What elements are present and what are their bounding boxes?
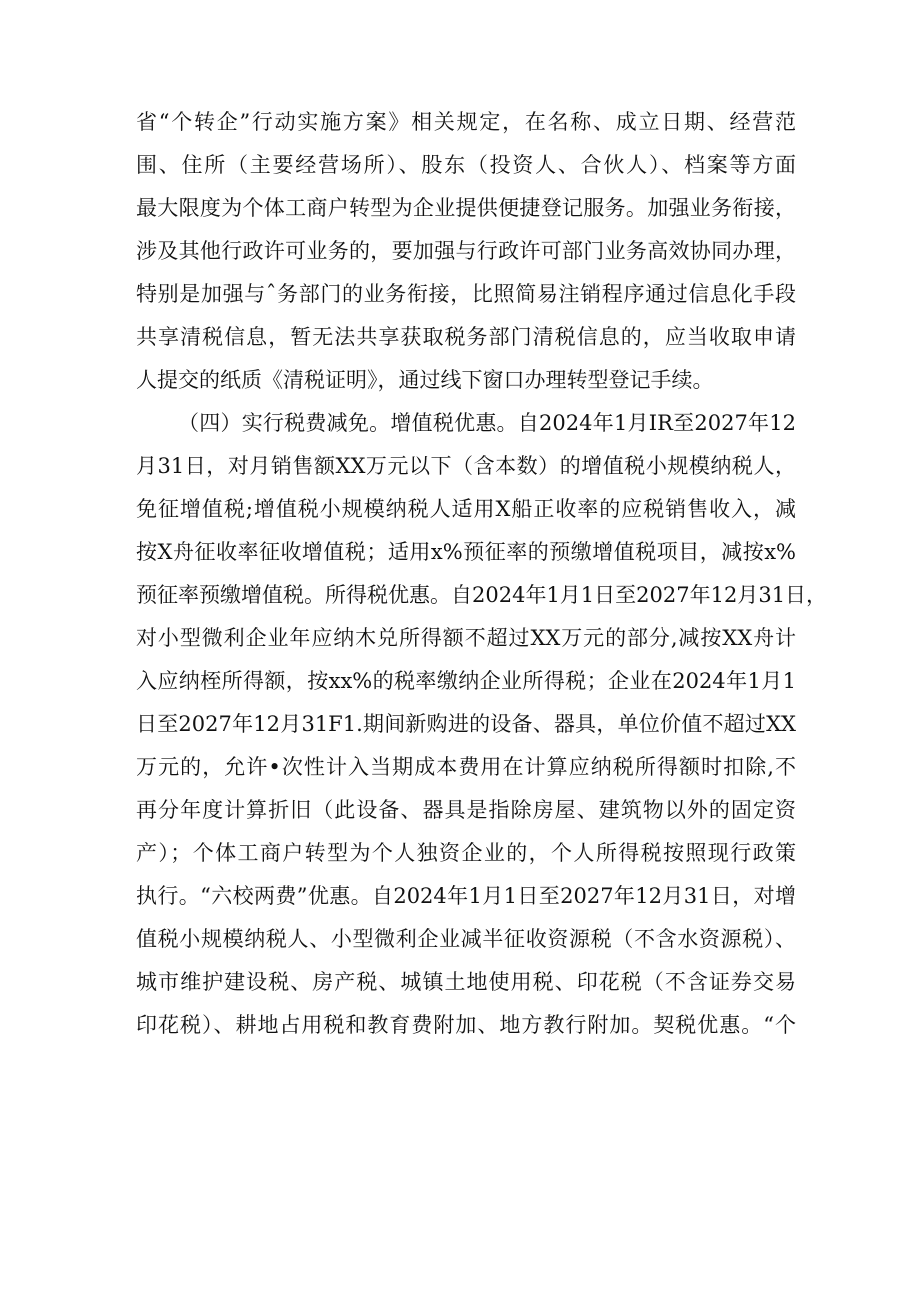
text-line: 预征率预缴增值税。所得税优惠。自2024年1月1日至2027年12月31日， (136, 583, 828, 607)
text-line: 省“个转企”行动实施方案》相关规定，在名称、成立日期、经营范 (136, 110, 796, 134)
section-heading-line: （四）实行税费减免。增值税优惠。自2024年1月IR至2027年12 (178, 411, 796, 435)
text-line: 执行。“六校两费”优惠。自2024年1月1日至2027年12月31日，对增 (136, 884, 796, 908)
text-line: 值税小规模纳税人、小型微利企业减半征收资源税（不含水资源税）、 (136, 927, 796, 951)
text-line: 最大限度为个体工商户转型为企业提供便捷登记服务。加强业务衔接， (136, 196, 796, 220)
text-line: 入应纳桎所得额，按xx%的税率缴纳企业所得税；企业在2024年1月1 (136, 669, 796, 693)
text-line: 月31日，对月销售额XX万元以下（含本数）的增值税小规模纳税人， (136, 454, 796, 478)
text-line: 产）；个体工商户转型为个人独资企业的，个人所得税按照现行政策 (136, 841, 796, 865)
text-line: 城市维护建设税、房产税、城镇土地使用税、印花税（不含证券交易 (136, 970, 796, 994)
text-line: 日至2027年12月31F1.期间新购进的设备、器具，单位价值不超过XX (136, 712, 796, 736)
text-line: 再分年度计算折旧（此设备、器具是指除房屋、建筑物以外的固定资 (136, 798, 796, 822)
text-line: 涉及其他行政许可业务的，要加强与行政许可部门业务高效协同办理， (136, 239, 796, 263)
text-line: 共享清税信息，暂无法共享获取税务部门清税信息的，应当收取申请 (136, 325, 796, 349)
text-line: 万元的，允许•次性计入当期成本费用在计算应纳税所得额时扣除,不 (136, 755, 796, 779)
text-line: 对小型微利企业年应纳木兑所得额不超过XX万元的部分,减按XX舟计 (136, 626, 796, 650)
text-line: 特别是加强与ˆ务部门的业务衔接，比照简易注销程序通过信息化手段 (136, 282, 796, 306)
document-body-text (136, 101, 828, 1047)
text-line: 按X舟征收率征收增值税；适用x%预征率的预缴增值税项目，减按x% (136, 540, 796, 564)
paragraph-last-line: 人提交的纸质《清税证明》，通过线下窗口办理转型登记手续。 (136, 368, 714, 392)
text-line: 印花税）、耕地占用税和教育费附加、地方教行附加。契税优惠。“个 (136, 1013, 796, 1037)
text-line: 免征增值税;增值税小规模纳税人适用X船正收率的应税销售收入，减 (136, 497, 796, 521)
text-line: 围、住所（主要经营场所）、股东（投资人、合伙人）、档案等方面 (136, 153, 796, 177)
